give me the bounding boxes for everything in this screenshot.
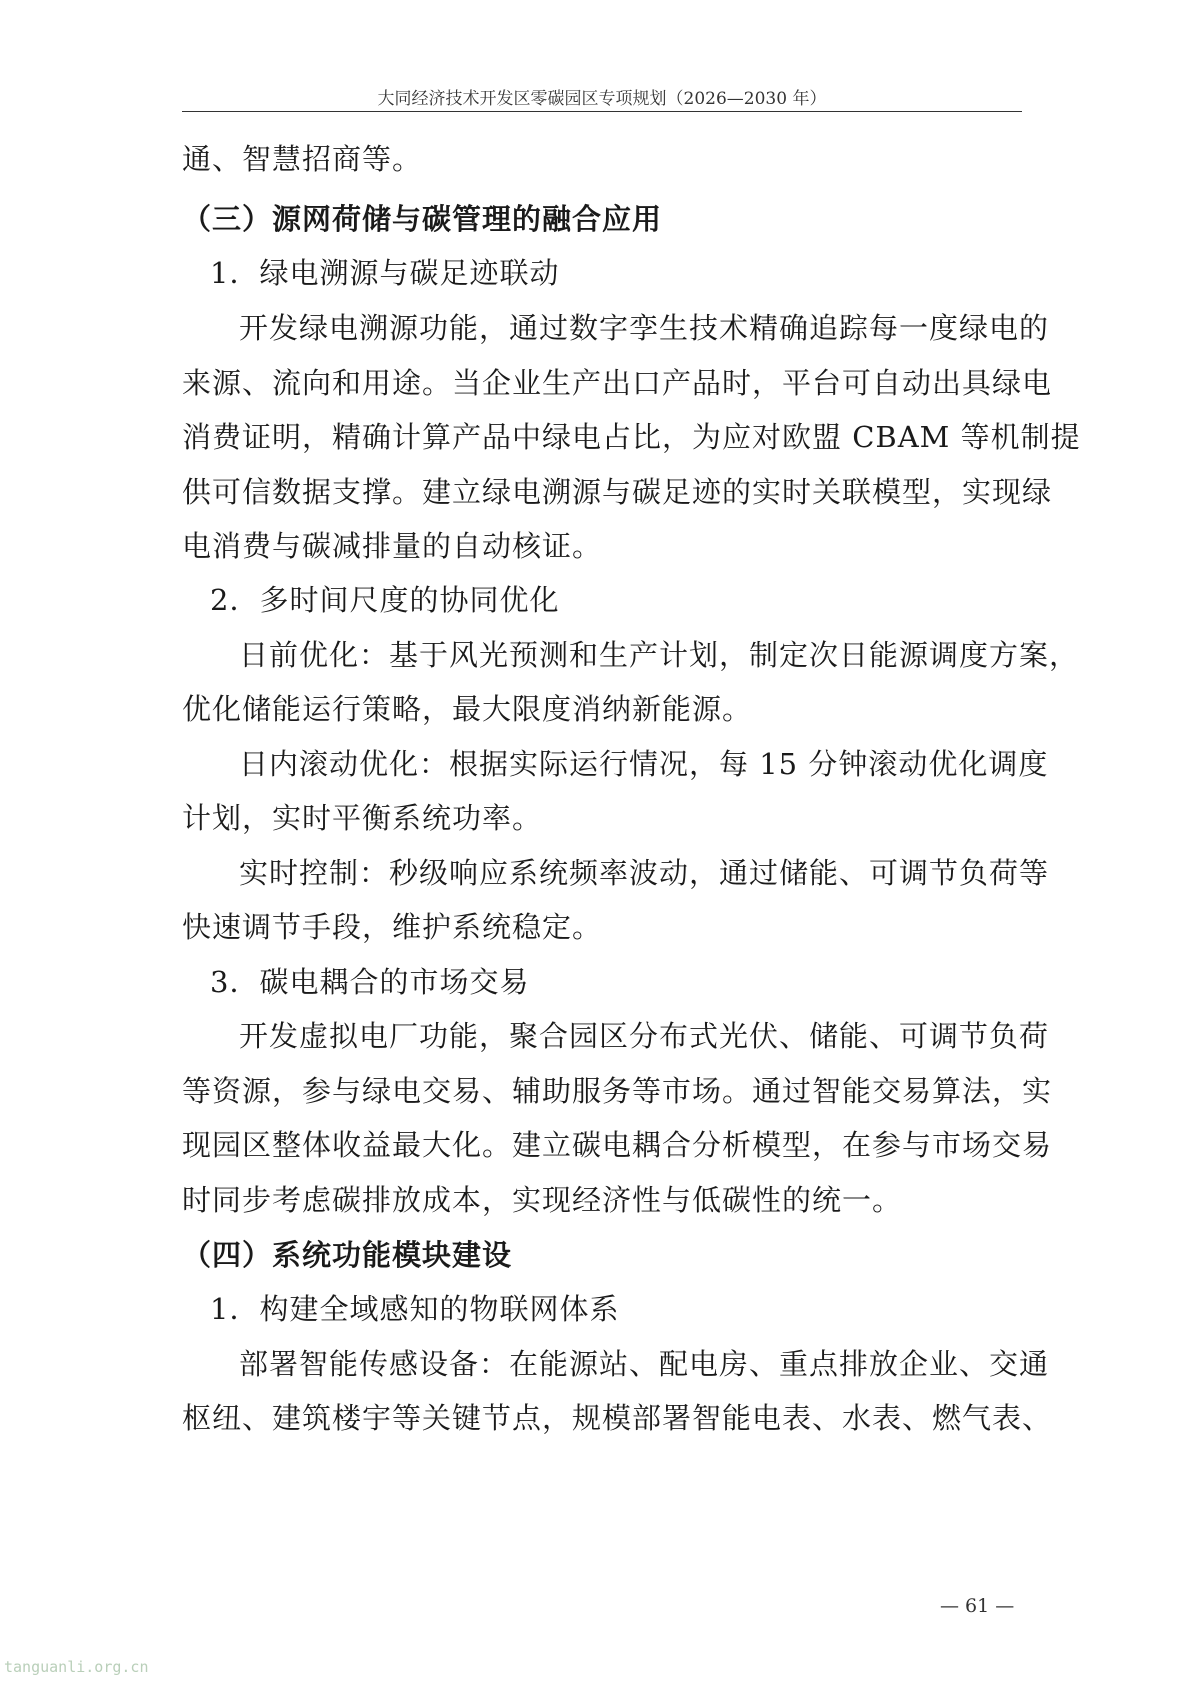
paragraph-line: 消费证明，精确计算产品中绿电占比，为应对欧盟 CBAM 等机制提 xyxy=(182,420,1081,454)
page-number: — 61 — xyxy=(940,1595,1015,1617)
paragraph-line: 日前优化：基于风光预测和生产计划，制定次日能源调度方案， xyxy=(239,638,1080,672)
paragraph-line: 实时控制：秒级响应系统频率波动，通过储能、可调节负荷等 xyxy=(239,856,1050,890)
paragraph-line: 等资源，参与绿电交易、辅助服务等市场。通过智能交易算法，实 xyxy=(182,1074,1053,1108)
paragraph-line: 时同步考虑碳排放成本，实现经济性与低碳性的统一。 xyxy=(182,1183,903,1217)
paragraph-line: 开发虚拟电厂功能，聚合园区分布式光伏、储能、可调节负荷 xyxy=(239,1019,1050,1053)
paragraph-line: 部署智能传感设备：在能源站、配电房、重点排放企业、交通 xyxy=(239,1347,1050,1381)
header-title: 大同经济技术开发区零碳园区专项规划（2026—2030 年） xyxy=(377,89,827,109)
header-divider xyxy=(182,111,1022,112)
paragraph-line: 枢纽、建筑楼宇等关键节点，规模部署智能电表、水表、燃气表、 xyxy=(182,1401,1053,1435)
paragraph-line: 优化储能运行策略，最大限度消纳新能源。 xyxy=(182,692,753,726)
paragraph-line: 电消费与碳减排量的自动核证。 xyxy=(182,529,603,563)
subsection-heading: 3．碳电耦合的市场交易 xyxy=(210,965,530,999)
subsection-heading: 1．绿电溯源与碳足迹联动 xyxy=(210,256,560,290)
paragraph-line: 供可信数据支撑。建立绿电溯源与碳足迹的实时关联模型，实现绿 xyxy=(182,475,1053,509)
paragraph-line: 开发绿电溯源功能，通过数字孪生技术精确追踪每一度绿电的 xyxy=(239,311,1050,345)
section-heading: （三）源网荷储与碳管理的融合应用 xyxy=(182,202,663,236)
section-heading: （四）系统功能模块建设 xyxy=(182,1238,513,1272)
paragraph-line: 现园区整体收益最大化。建立碳电耦合分析模型，在参与市场交易 xyxy=(182,1128,1053,1162)
paragraph-line: 来源、流向和用途。当企业生产出口产品时，平台可自动出具绿电 xyxy=(182,366,1053,400)
subsection-heading: 1．构建全域感知的物联网体系 xyxy=(210,1292,620,1326)
paragraph-line: 计划，实时平衡系统功率。 xyxy=(182,801,543,835)
watermark: tanguanli.org.cn xyxy=(4,1658,149,1676)
paragraph-line: 日内滚动优化：根据实际运行情况，每 15 分钟滚动优化调度 xyxy=(239,747,1049,781)
paragraph-line: 快速调节手段，维护系统稳定。 xyxy=(182,910,603,944)
subsection-heading: 2．多时间尺度的协同优化 xyxy=(210,583,560,617)
paragraph-line: 通、智慧招商等。 xyxy=(182,142,423,176)
